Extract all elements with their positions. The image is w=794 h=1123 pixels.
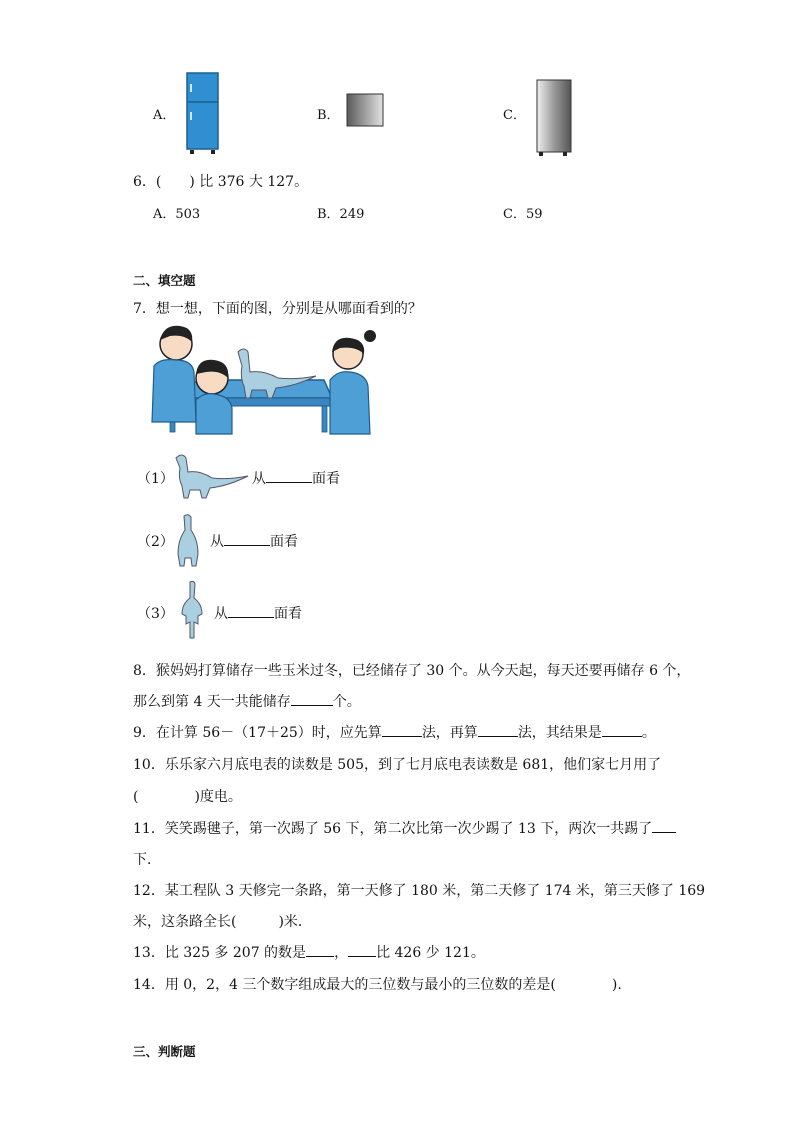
option-b-label: B． [317, 108, 340, 123]
question-6-option-a: A．503 [153, 207, 201, 222]
question-14: 14．用 0，2，4 三个数字组成最大的三位数与最小的三位数的差是( ). [133, 977, 622, 993]
dinosaur-front-view-icon [174, 514, 202, 568]
question-11-line-2: 下. [133, 852, 152, 868]
question-7: 7．想一想，下面的图，分别是从哪面看到的？ [133, 301, 422, 317]
question-6: 6．( ) 比 376 大 127。 [133, 174, 309, 190]
q7-item-2-answer: 从 面看 [210, 531, 298, 551]
question-11-line-1: 11．笑笑踢毽子，第一次踢了 56 下，第二次比第一次少踢了 13 下，两次一共踢了 [133, 818, 676, 838]
question-12-line-2: 米，这条路全长( )米． [133, 914, 312, 930]
q7-item-1-answer: 从 面看 [252, 468, 340, 488]
question-6-option-b: B．249 [317, 207, 365, 222]
option-c-label: C． [503, 108, 526, 123]
answer-blank[interactable] [348, 942, 376, 957]
question-12-line-1: 12．某工程队 3 天修完一条路，第一天修了 180 米，第二天修了 174 米，第三天修了 169 [133, 883, 706, 899]
gray-fridge-side-icon [536, 79, 572, 157]
dinosaur-side-view-icon [170, 450, 250, 500]
answer-blank[interactable] [291, 691, 333, 706]
answer-blank[interactable] [382, 722, 422, 737]
gray-square-icon [346, 93, 384, 127]
section-2-heading: 二、填空题 [133, 273, 196, 288]
answer-blank[interactable] [478, 722, 518, 737]
question-10-line-1: 10．乐乐家六月底电表的读数是 505，到了七月底电表读数是 681，他们家七月用了 [133, 757, 662, 773]
question-10-line-2: ( )度电。 [133, 789, 242, 805]
answer-blank[interactable] [266, 468, 312, 483]
option-a-label: A． [153, 108, 176, 123]
question-8-line-2: 那么到第 4 天一共能储存 个。 [133, 691, 361, 711]
answer-blank[interactable] [306, 942, 334, 957]
q7-item-3-number: （3） [137, 606, 174, 622]
question-9: 9．在计算 56－（17＋25）时，应先算 法，再算 法，其结果是 。 [133, 722, 656, 742]
answer-blank[interactable] [652, 818, 676, 833]
q7-item-1-number: （1） [137, 471, 174, 487]
answer-blank[interactable] [602, 722, 642, 737]
answer-blank[interactable] [224, 531, 270, 546]
question-8-line-1: 8．猴妈妈打算储存一些玉米过冬，已经储存了 30 个。从今天起，每天还要再储存 6 个， [133, 663, 691, 679]
question-13: 13．比 325 多 207 的数是 ， 比 426 少 121。 [133, 942, 485, 962]
q7-item-3-answer: 从 面看 [214, 603, 302, 623]
section-3-heading: 三、判断题 [133, 1044, 196, 1059]
blue-fridge-icon [186, 72, 220, 156]
children-dinosaur-illustration [140, 322, 384, 436]
question-6-option-c: C．59 [503, 207, 543, 222]
answer-blank[interactable] [228, 603, 274, 618]
dinosaur-top-view-icon [178, 580, 206, 640]
q7-item-2-number: （2） [137, 534, 174, 550]
